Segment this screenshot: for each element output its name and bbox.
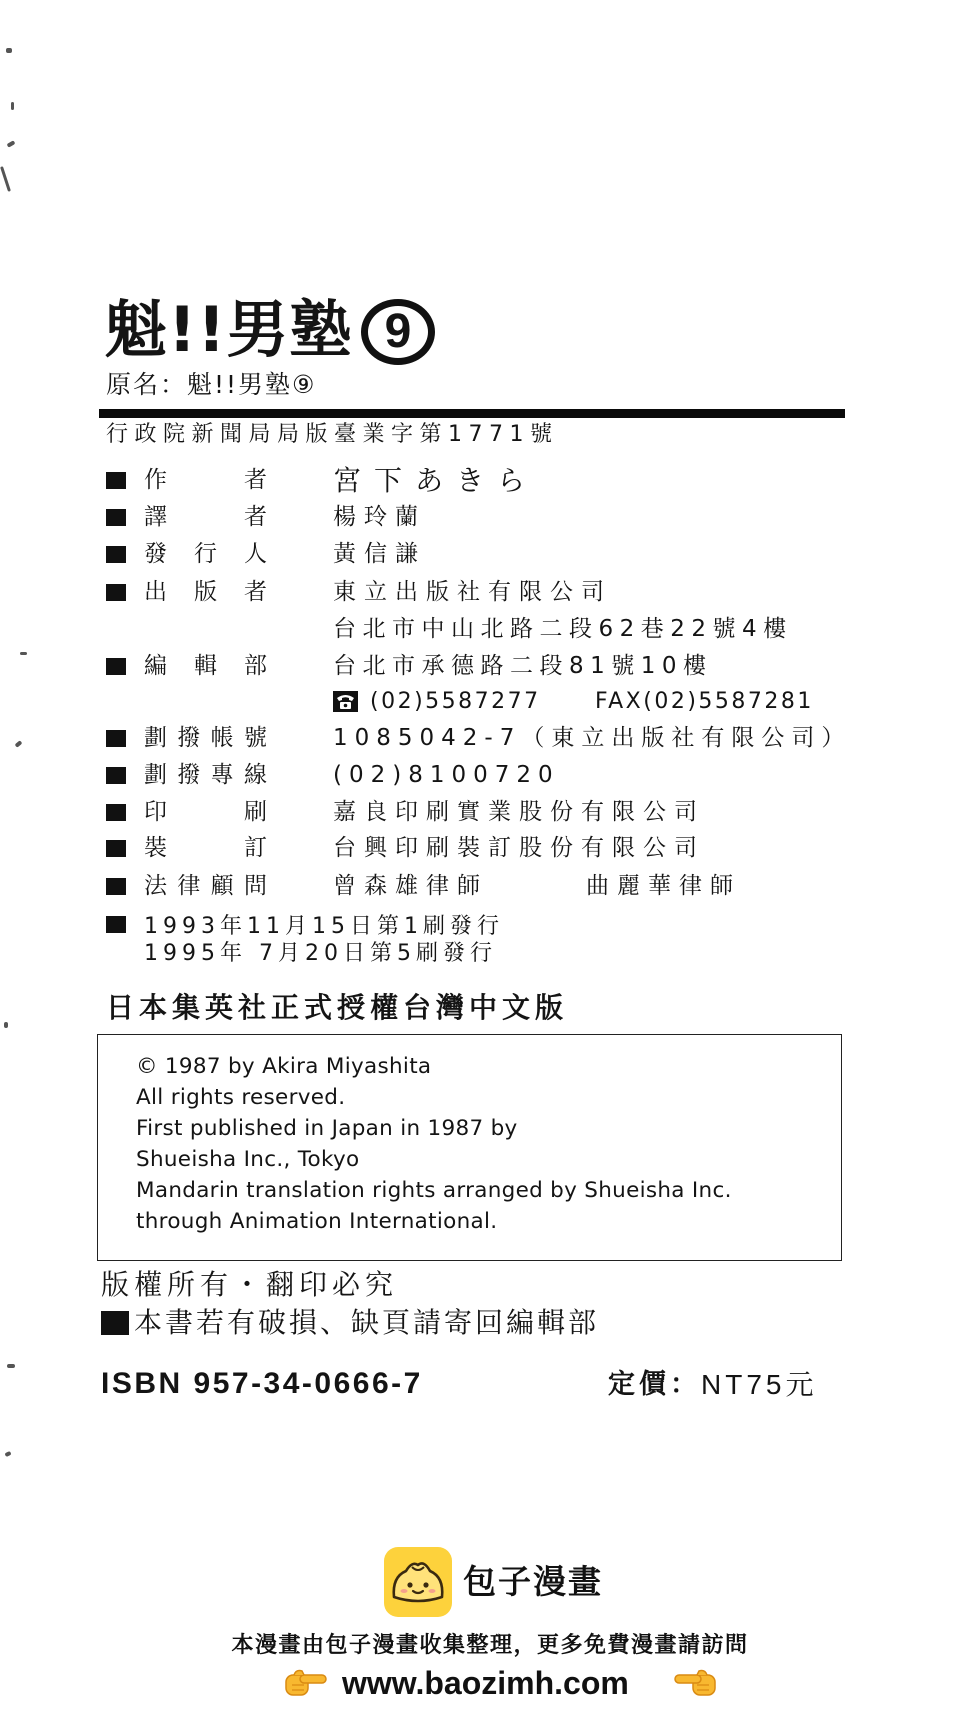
credit-label: 法律顧問 [144,873,267,899]
credit-label: 譯者 [144,504,267,530]
credit-label: 印刷 [144,799,267,825]
credit-label: 編輯部 [144,653,267,679]
phone-icon [333,691,358,712]
scan-speck [0,166,11,192]
bullet-square-icon [106,767,126,784]
bullet-square-icon [106,804,126,821]
bullet-square-icon [101,1311,129,1335]
scan-speck [7,140,16,147]
copyright-line: Shueisha Inc., Tokyo [136,1147,360,1172]
copyright-box [97,1034,842,1261]
credit-label: 劃撥專線 [144,762,267,788]
copyright-line: Mandarin translation rights arranged by Shueisha Inc. [136,1178,732,1203]
scan-speck [4,1022,8,1028]
authorization-notice: 日本集英社正式授權台灣中文版 [106,991,569,1024]
credit-value: 楊玲蘭 [333,504,426,530]
credit-row-binder [0,830,980,867]
credit-row-postal-line [0,757,980,794]
bullet-square-icon [106,584,126,601]
title-divider [99,409,845,418]
credit-row-contact [0,683,980,720]
credit-row-translator [0,499,980,536]
credit-row-legal [0,868,980,905]
rights-reserved: 版權所有・翻印必究 [101,1268,399,1301]
brand-name: 包子漫畫 [463,1562,603,1601]
credit-label: 劃撥帳號 [144,725,267,751]
site-url: www.baozimh.com [342,1665,629,1701]
bullet-square-icon [106,472,126,489]
copyright-line: through Animation International. [136,1209,498,1234]
credit-value: 黃信謙 [333,541,426,567]
scan-speck [4,1451,11,1457]
credit-value: 台北市承德路二段81號10樓 [333,653,713,679]
credit-row-postal-account [0,720,980,757]
copyright-line: © 1987 by Akira Miyashita [136,1054,432,1079]
return-notice: 本書若有破損、缺頁請寄回編輯部 [134,1306,600,1339]
volume-number: 9 [384,305,412,358]
credit-value: 東立出版社有限公司 [333,579,612,605]
baozi-logo-icon [384,1547,452,1617]
watermark-notice: 本漫畫由包子漫畫收集整理，更多免費漫畫請訪問 [231,1633,749,1658]
original-title: 原名：魁!!男塾⑨ [106,370,317,399]
credit-value-secondary: 曲麗華律師 [586,873,741,899]
bullet-square-icon [106,840,126,857]
phone-number: (02)5587277 [370,689,541,714]
copyright-line: First published in Japan in 1987 by [136,1116,518,1141]
copyright-line: All rights reserved. [136,1085,346,1110]
credit-value: 宮下あきら [333,464,539,497]
bullet-square-icon [106,509,126,526]
printing-line: 1993年11月15日第1刷發行 [144,914,504,939]
credit-row-publisher-address [0,611,980,648]
bullet-square-icon [106,916,126,933]
credit-row-editorial [0,648,980,685]
scan-speck [7,1364,15,1368]
printing-line: 1995年 7月20日第5刷發行 [144,941,497,966]
credit-label: 作者 [144,467,267,493]
scan-speck [6,48,12,53]
license-number: 行政院新聞局局版臺業字第1771號 [106,422,559,447]
point-right-icon [284,1666,328,1700]
bullet-square-icon [106,878,126,895]
credit-value: 台興印刷裝訂股份有限公司 [333,835,705,861]
point-left-icon [673,1666,717,1700]
bullet-square-icon [106,730,126,747]
credit-label: 出版者 [144,579,267,605]
book-title: 魁!!男塾 [105,293,353,366]
scan-speck [11,102,14,110]
bullet-square-icon [106,546,126,563]
credit-row-publisher [0,574,980,611]
credit-label: 發行人 [144,541,267,567]
bullet-square-icon [106,658,126,675]
fax-number: FAX(02)5587281 [595,689,814,714]
credit-value: (02)8100720 [333,762,560,788]
isbn: ISBN 957-34-0666-7 [101,1367,423,1400]
credit-row-issuer [0,536,980,573]
price-label: 定價： [608,1369,701,1400]
credit-value: 1085042-7（東立出版社有限公司） [333,725,852,751]
credit-value: 嘉良印刷實業股份有限公司 [333,799,705,825]
credit-row-printer [0,794,980,831]
credit-value: 台北市中山北路二段62巷22號4樓 [333,616,793,642]
credit-row-author [0,462,980,499]
volume-badge [361,299,435,365]
price-value: NT75元 [701,1369,818,1400]
credit-label: 裝訂 [144,835,267,861]
credit-value: 曾森雄律師 [333,873,488,899]
